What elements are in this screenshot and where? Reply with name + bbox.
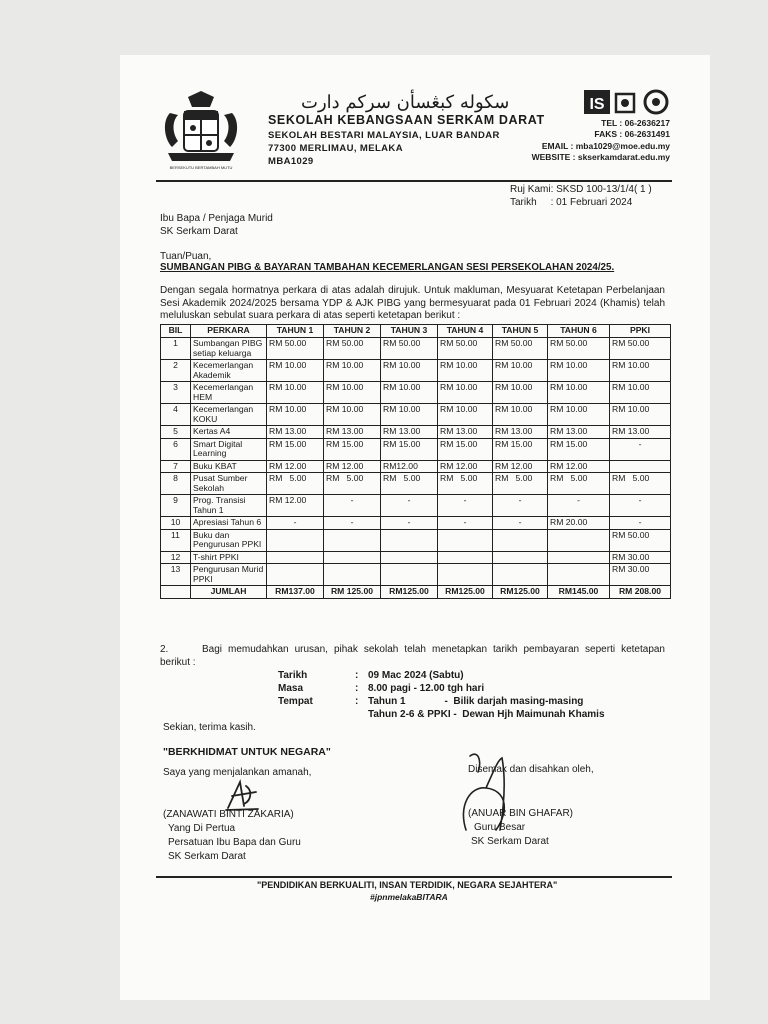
- fee-amount-cell: RM 5.00: [548, 473, 610, 495]
- right-sign-name: (ANUAR BIN GHAFAR): [468, 808, 574, 819]
- fee-amount-cell: RM 13.00: [493, 426, 548, 439]
- fee-amount-cell: RM 15.00: [381, 438, 438, 460]
- fee-amount-cell: [548, 529, 610, 551]
- fee-table-row: [161, 551, 671, 564]
- total-amount-cell: RM125.00: [381, 586, 438, 599]
- fee-amount-cell: RM 15.00: [493, 438, 548, 460]
- fee-amount-cell: RM 12.00: [267, 460, 324, 473]
- fee-amount-cell: -: [381, 495, 438, 517]
- fee-amount-cell: RM 10.00: [548, 404, 610, 426]
- fee-amount-cell: RM 10.00: [438, 404, 493, 426]
- row-number-cell: 12: [161, 551, 191, 564]
- fee-amount-cell: [267, 529, 324, 551]
- fee-table-row: [161, 338, 671, 360]
- item-name-cell: Kertas A4: [191, 426, 267, 439]
- fee-table-row: [161, 517, 671, 530]
- fee-table-row: [161, 438, 671, 460]
- fee-amount-cell: RM 10.00: [324, 382, 381, 404]
- left-sign-name: (ZANAWATI BINTI ZAKARIA): [163, 809, 294, 820]
- total-blank-cell: [161, 586, 191, 599]
- item-name-cell: Pusat Sumber Sekolah: [191, 473, 267, 495]
- fee-amount-cell: RM 10.00: [324, 360, 381, 382]
- closing-text: Sekian, terima kasih.: [163, 722, 256, 733]
- payment-paragraph: Bagi memudahkan urusan, pihak sekolah telah menetapkan tarikh pembayaran seperti ketetapan berikut :: [160, 644, 665, 668]
- fee-table-header-cell: TAHUN 5: [493, 325, 548, 338]
- svg-text:IS: IS: [589, 96, 605, 113]
- fee-amount-cell: RM 13.00: [324, 426, 381, 439]
- right-sign-intro: Disemak dan disahkan oleh,: [468, 764, 594, 775]
- fee-table-row: [161, 495, 671, 517]
- item-name-cell: Pengurusan Murid PPKI: [191, 564, 267, 586]
- total-label-cell: JUMLAH: [191, 586, 267, 599]
- item-name-cell: Apresiasi Tahun 6: [191, 517, 267, 530]
- fee-amount-cell: RM 50.00: [548, 338, 610, 360]
- schedule-date-label: Tarikh: [278, 670, 308, 681]
- item-name-cell: Kecemerlangan KOKU: [191, 404, 267, 426]
- fee-amount-cell: RM 50.00: [267, 338, 324, 360]
- fee-amount-cell: RM 5.00: [493, 473, 548, 495]
- fee-table-total-row: [161, 586, 671, 599]
- telephone-number: TEL : 06-2636217: [601, 118, 670, 128]
- item-name-cell: Prog. Transisi Tahun 1: [191, 495, 267, 517]
- fee-amount-cell: RM 15.00: [438, 438, 493, 460]
- fee-amount-cell: -: [324, 495, 381, 517]
- total-amount-cell: RM 125.00: [324, 586, 381, 599]
- fee-table-header-cell: PPKI: [610, 325, 671, 338]
- fee-amount-cell: [324, 564, 381, 586]
- item-name-cell: Buku KBAT: [191, 460, 267, 473]
- school-badges-logo: [584, 88, 676, 118]
- row-number-cell: 2: [161, 360, 191, 382]
- item-name-cell: T-shirt PPKI: [191, 551, 267, 564]
- fee-amount-cell: [610, 460, 671, 473]
- fee-amount-cell: RM 50.00: [381, 338, 438, 360]
- fee-amount-cell: RM 10.00: [610, 382, 671, 404]
- malaysia-coat-of-arms-logo: [158, 91, 244, 173]
- fee-amount-cell: RM 30.00: [610, 564, 671, 586]
- fee-amount-cell: [267, 551, 324, 564]
- salutation: Tuan/Puan,: [160, 251, 212, 262]
- fee-amount-cell: RM 10.00: [381, 360, 438, 382]
- fee-table-row: [161, 404, 671, 426]
- fee-table-header-cell: TAHUN 2: [324, 325, 381, 338]
- fee-amount-cell: RM 10.00: [610, 404, 671, 426]
- fee-table-header-cell: PERKARA: [191, 325, 267, 338]
- fee-table-body: [161, 338, 671, 599]
- fee-amount-cell: RM 10.00: [493, 360, 548, 382]
- total-amount-cell: RM125.00: [493, 586, 548, 599]
- fee-table-header-cell: TAHUN 3: [381, 325, 438, 338]
- fee-amount-cell: RM 13.00: [267, 426, 324, 439]
- fee-amount-cell: RM 10.00: [610, 360, 671, 382]
- row-number-cell: 11: [161, 529, 191, 551]
- fee-amount-cell: RM 50.00: [438, 338, 493, 360]
- schedule-time-label: Masa: [278, 683, 304, 694]
- fee-amount-cell: -: [438, 495, 493, 517]
- row-number-cell: 7: [161, 460, 191, 473]
- school-name-jawi: سكوله كبڠسأن سركم دارت: [301, 92, 510, 113]
- fee-amount-cell: -: [610, 438, 671, 460]
- fee-amount-cell: -: [493, 517, 548, 530]
- fee-amount-cell: RM 5.00: [438, 473, 493, 495]
- fee-amount-cell: [381, 564, 438, 586]
- left-sign-title1: Yang Di Pertua: [168, 823, 236, 834]
- left-sign-intro: Saya yang menjalankan amanah,: [163, 767, 312, 778]
- total-amount-cell: RM145.00: [548, 586, 610, 599]
- item-name-cell: Buku dan Pengurusan PPKI: [191, 529, 267, 551]
- school-type: SEKOLAH BESTARI MALAYSIA, LUAR BANDAR: [268, 130, 500, 141]
- intro-paragraph: Dengan segala hormatnya perkara di atas adalah dirujuk. Untuk makluman, Mesyuarat Ketetapan Perbelanjaan Sesi Akademik 2024/2025 bersama YDP & AJK PIBG yang bermesyuarat pada 01 Februari 2024 (Khamis) telah meluluskan sebulat suara perkara di atas seperti ketetapan berikut :: [160, 285, 665, 321]
- fax-number: FAKS : 06-2631491: [594, 129, 670, 139]
- fee-amount-cell: RM 12.00: [548, 460, 610, 473]
- row-number-cell: 8: [161, 473, 191, 495]
- school-address: 77300 MERLIMAU, MELAKA: [268, 143, 403, 154]
- fee-amount-cell: RM 10.00: [438, 382, 493, 404]
- fee-amount-cell: RM 20.00: [548, 517, 610, 530]
- fee-amount-cell: RM 10.00: [324, 404, 381, 426]
- motto: "BERKHIDMAT UNTUK NEGARA": [163, 746, 331, 758]
- fee-amount-cell: [267, 564, 324, 586]
- fee-amount-cell: -: [381, 517, 438, 530]
- fee-amount-cell: RM 12.00: [324, 460, 381, 473]
- footer-hashtag: #jpnmelakaBITARA: [370, 892, 448, 902]
- row-number-cell: 6: [161, 438, 191, 460]
- fee-amount-cell: -: [324, 517, 381, 530]
- total-amount-cell: RM 208.00: [610, 586, 671, 599]
- schedule-colon: :: [355, 696, 359, 707]
- footer-divider: [156, 876, 672, 878]
- fee-amount-cell: RM 50.00: [610, 529, 671, 551]
- row-number-cell: 10: [161, 517, 191, 530]
- fee-amount-cell: -: [438, 517, 493, 530]
- fee-amount-cell: -: [610, 495, 671, 517]
- row-number-cell: 9: [161, 495, 191, 517]
- fee-amount-cell: RM 12.00: [438, 460, 493, 473]
- row-number-cell: 13: [161, 564, 191, 586]
- fee-amount-cell: RM12.00: [381, 460, 438, 473]
- fee-table-header-cell: TAHUN 6: [548, 325, 610, 338]
- fee-amount-cell: [438, 529, 493, 551]
- fee-amount-cell: RM 10.00: [267, 404, 324, 426]
- paragraph2-number: 2.: [160, 644, 169, 655]
- item-name-cell: Kecemerlangan HEM: [191, 382, 267, 404]
- fee-amount-cell: RM 30.00: [610, 551, 671, 564]
- fee-table-header-cell: TAHUN 4: [438, 325, 493, 338]
- right-sign-title1: Guru Besar: [474, 822, 526, 833]
- item-name-cell: Kecemerlangan Akademik: [191, 360, 267, 382]
- fee-amount-cell: -: [610, 517, 671, 530]
- fee-table-header-cell: TAHUN 1: [267, 325, 324, 338]
- fee-amount-cell: [381, 551, 438, 564]
- school-code: MBA1029: [268, 156, 314, 167]
- fee-amount-cell: -: [548, 495, 610, 517]
- fee-amount-cell: RM 12.00: [493, 460, 548, 473]
- fee-amount-cell: RM 13.00: [610, 426, 671, 439]
- fee-amount-cell: RM 5.00: [610, 473, 671, 495]
- recipient-line2: SK Serkam Darat: [160, 226, 238, 237]
- item-name-cell: Sumbangan PIBG setiap keluarga: [191, 338, 267, 360]
- row-number-cell: 5: [161, 426, 191, 439]
- fee-amount-cell: RM 12.00: [267, 495, 324, 517]
- fee-amount-cell: RM 5.00: [324, 473, 381, 495]
- fee-amount-cell: -: [267, 517, 324, 530]
- left-sign-title2: Persatuan Ibu Bapa dan Guru: [168, 837, 301, 848]
- fee-amount-cell: [548, 551, 610, 564]
- total-amount-cell: RM125.00: [438, 586, 493, 599]
- email-address: EMAIL : mba1029@moe.edu.my: [541, 141, 670, 151]
- fee-amount-cell: RM 15.00: [267, 438, 324, 460]
- fee-amount-cell: RM 50.00: [324, 338, 381, 360]
- fee-amount-cell: [493, 564, 548, 586]
- fee-table-row: [161, 460, 671, 473]
- fee-amount-cell: RM 10.00: [493, 404, 548, 426]
- recipient-line1: Ibu Bapa / Penjaga Murid: [160, 213, 273, 224]
- fee-amount-cell: RM 10.00: [381, 382, 438, 404]
- right-sign-title2: SK Serkam Darat: [471, 836, 549, 847]
- letter-subject: SUMBANGAN PIBG & BAYARAN TAMBAHAN KECEMERLANGAN SESI PERSEKOLAHAN 2024/25.: [160, 262, 615, 273]
- left-sign-title3: SK Serkam Darat: [168, 851, 246, 862]
- fee-amount-cell: RM 50.00: [493, 338, 548, 360]
- handwritten-signature-left: [222, 778, 262, 812]
- schedule-place-year2-6: Tahun 2-6 & PPKI - Dewan Hjh Maimunah Khamis: [368, 709, 605, 720]
- fee-table-header-row: [161, 325, 671, 338]
- fee-amount-cell: RM 13.00: [381, 426, 438, 439]
- fee-amount-cell: RM 10.00: [493, 382, 548, 404]
- fee-table-row: [161, 360, 671, 382]
- schedule-colon: :: [355, 670, 359, 681]
- fee-table-row: [161, 426, 671, 439]
- fee-amount-cell: [548, 564, 610, 586]
- fee-table-row: [161, 382, 671, 404]
- header-divider: [156, 180, 672, 182]
- website-address: WEBSITE : skserkamdarat.edu.my: [531, 152, 670, 162]
- fee-table-header-cell: BIL: [161, 325, 191, 338]
- total-amount-cell: RM137.00: [267, 586, 324, 599]
- schedule-colon: :: [355, 683, 359, 694]
- fee-amount-cell: [438, 551, 493, 564]
- fee-amount-cell: RM 13.00: [548, 426, 610, 439]
- fee-amount-cell: -: [493, 495, 548, 517]
- fee-table: [160, 324, 671, 599]
- footer-slogan: "PENDIDIKAN BERKUALITI, INSAN TERDIDIK, NEGARA SEJAHTERA": [257, 880, 558, 890]
- schedule-date-value: 09 Mac 2024 (Sabtu): [368, 670, 464, 681]
- fee-amount-cell: [438, 564, 493, 586]
- fee-table-row: [161, 564, 671, 586]
- svg-text:BERSEKUTU BERTAMBAH MUTU: BERSEKUTU BERTAMBAH MUTU: [169, 165, 233, 170]
- fee-amount-cell: RM 15.00: [548, 438, 610, 460]
- fee-amount-cell: [381, 529, 438, 551]
- schedule-place-year1: Tahun 1 - Bilik darjah masing-masing: [368, 696, 584, 707]
- fee-amount-cell: [324, 551, 381, 564]
- schedule-place-label: Tempat: [278, 696, 313, 707]
- item-name-cell: Smart Digital Learning: [191, 438, 267, 460]
- fee-table-row: [161, 473, 671, 495]
- fee-amount-cell: RM 50.00: [610, 338, 671, 360]
- fee-amount-cell: RM 10.00: [267, 360, 324, 382]
- fee-amount-cell: RM 10.00: [267, 382, 324, 404]
- fee-amount-cell: [493, 529, 548, 551]
- fee-amount-cell: RM 10.00: [548, 382, 610, 404]
- row-number-cell: 4: [161, 404, 191, 426]
- letter-date: Tarikh : 01 Februari 2024: [510, 197, 633, 208]
- fee-amount-cell: RM 10.00: [381, 404, 438, 426]
- letterhead: [158, 88, 678, 180]
- fee-amount-cell: RM 5.00: [381, 473, 438, 495]
- fee-amount-cell: RM 10.00: [438, 360, 493, 382]
- fee-amount-cell: [493, 551, 548, 564]
- fee-amount-cell: RM 10.00: [548, 360, 610, 382]
- fee-table-row: [161, 529, 671, 551]
- row-number-cell: 1: [161, 338, 191, 360]
- reference-number: Ruj Kami: SKSD 100-13/1/4( 1 ): [510, 184, 652, 195]
- schedule-time-value: 8.00 pagi - 12.00 tgh hari: [368, 683, 485, 694]
- fee-amount-cell: RM 13.00: [438, 426, 493, 439]
- fee-amount-cell: RM 15.00: [324, 438, 381, 460]
- school-name: SEKOLAH KEBANGSAAN SERKAM DARAT: [268, 113, 545, 127]
- row-number-cell: 3: [161, 382, 191, 404]
- fee-amount-cell: RM 5.00: [267, 473, 324, 495]
- fee-amount-cell: [324, 529, 381, 551]
